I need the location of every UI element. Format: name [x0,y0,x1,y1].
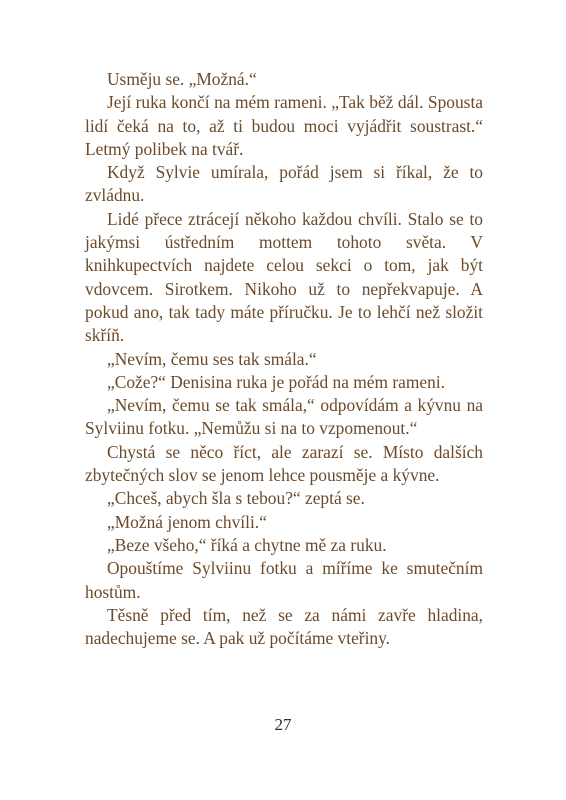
paragraph-4: Lidé přece ztrácejí někoho každou chvíli. Stalo se to jakýmsi ústředním mottem tohoto světa. V knihkupectvích najdete celou sekci o tom, jak být vdovcem. Sirotkem. Nikoho už to nepřekvapuje. A pokud ano, tak tady máte příručku. Je to lehčí než složit skříň. [85,208,483,346]
paragraph-8: Chystá se něco říct, ale zarazí se. Místo dalších zbytečných slov se jenom lehce pousměje a kývne. [85,441,483,486]
paragraph-13: Těsně před tím, než se za námi zavře hladina, nadechujeme se. A pak už počítáme vteřiny. [85,604,483,649]
paragraph-11: „Beze všeho,“ říká a chytne mě za ruku. [107,534,387,555]
paragraph-6: „Cože?“ Denisina ruka je pořád na mém rameni. [107,371,446,392]
paragraph-9: „Chceš, abych šla s tebou?“ zeptá se. [107,488,365,509]
paragraph-5: „Nevím, čemu ses tak smála.“ [107,348,317,369]
paragraph-3: Když Sylvie umírala, pořád jsem si říkal, že to zvládnu. [85,162,483,206]
paragraph-10: „Možná jenom chvíli.“ [107,511,267,532]
paragraph-2: Její ruka končí na mém rameni. „Tak běž dál. Spousta lidí čeká na to, až ti budou moci vyjádřit soustrast.“ Letmý polibek na tvář. [85,92,483,159]
paragraph-7: „Nevím, čemu se tak smála,“ odpovídám a kývnu na Sylviinu fotku. „Nemůžu si na to vzpomenout.“ [85,395,483,439]
paragraph-1: Usměju se. „Možná.“ [107,69,257,89]
page-number: 27 [274,715,292,734]
body-text [85,68,483,650]
paragraph-12: Opouštíme Sylviinu fotku a míříme ke smutečním hostům. [85,558,483,602]
